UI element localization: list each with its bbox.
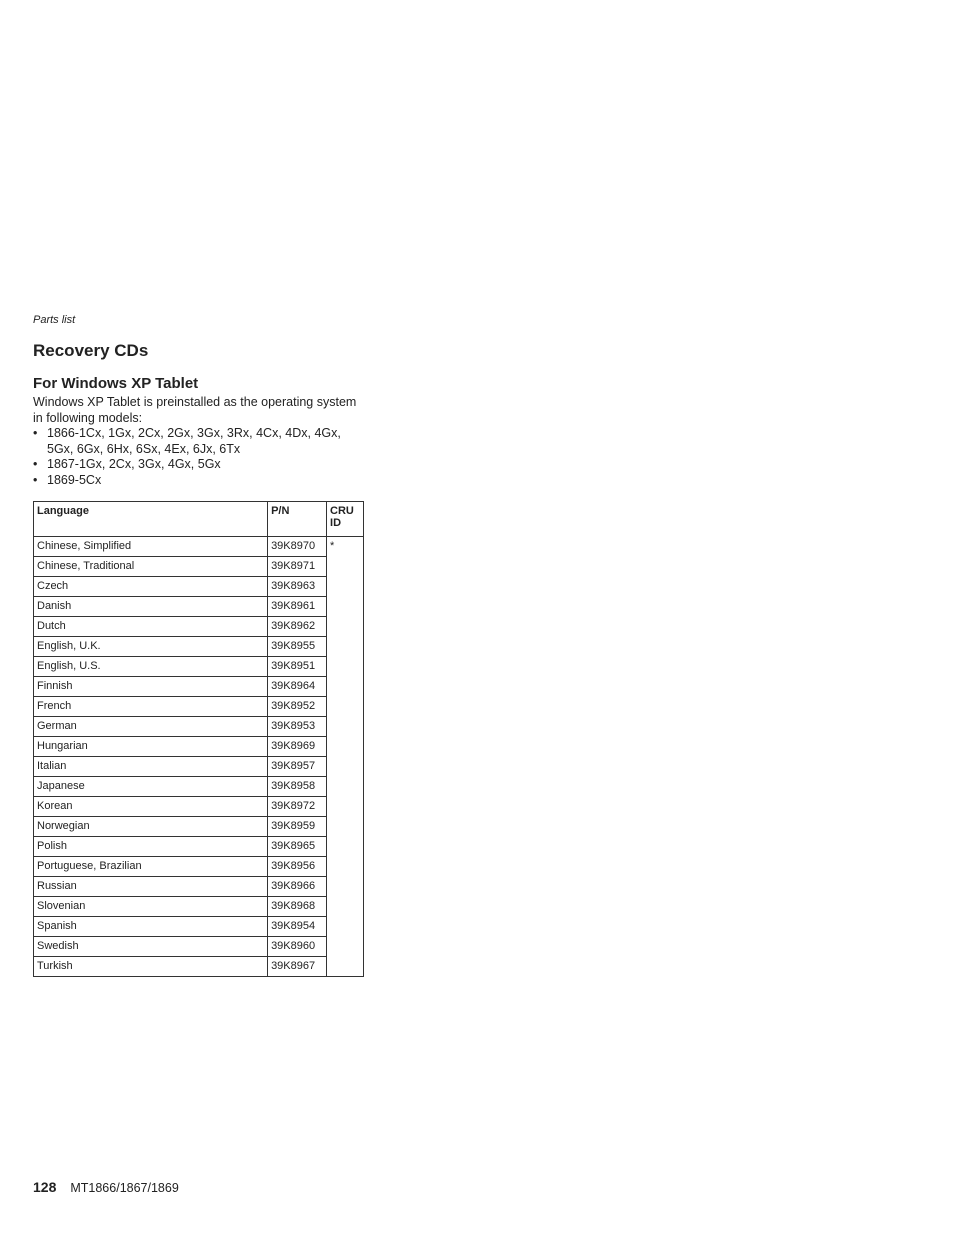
table-row xyxy=(34,857,364,877)
table-row xyxy=(34,957,364,977)
cell-language: French xyxy=(34,697,268,717)
cell-pn: 39K8951 xyxy=(268,657,327,677)
header-pn: P/N xyxy=(268,502,327,537)
cell-language: Czech xyxy=(34,577,268,597)
table-row xyxy=(34,877,364,897)
cell-language: Korean xyxy=(34,797,268,817)
cell-language: Portuguese, Brazilian xyxy=(34,857,268,877)
list-item xyxy=(33,426,368,457)
cell-language: Swedish xyxy=(34,937,268,957)
cell-pn: 39K8956 xyxy=(268,857,327,877)
cell-language: Spanish xyxy=(34,917,268,937)
table-row xyxy=(34,817,364,837)
cell-language: Hungarian xyxy=(34,737,268,757)
page-footer xyxy=(33,1179,179,1195)
bullet-icon: • xyxy=(33,457,38,471)
cell-language: Japanese xyxy=(34,777,268,797)
cell-pn: 39K8960 xyxy=(268,937,327,957)
cell-pn: 39K8965 xyxy=(268,837,327,857)
cell-pn: 39K8954 xyxy=(268,917,327,937)
cell-pn: 39K8972 xyxy=(268,797,327,817)
table-row xyxy=(34,897,364,917)
table-row xyxy=(34,937,364,957)
cell-pn: 39K8961 xyxy=(268,597,327,617)
table-row xyxy=(34,717,364,737)
cell-pn: 39K8967 xyxy=(268,957,327,977)
running-head: Parts list xyxy=(33,314,76,326)
cell-pn: 39K8952 xyxy=(268,697,327,717)
header-cru-id: CRU ID xyxy=(327,502,364,537)
table-row xyxy=(34,757,364,777)
cell-language: German xyxy=(34,717,268,737)
table-row xyxy=(34,797,364,817)
cell-language: Polish xyxy=(34,837,268,857)
cell-pn: 39K8953 xyxy=(268,717,327,737)
table-row xyxy=(34,557,364,577)
cell-pn: 39K8957 xyxy=(268,757,327,777)
cell-pn: 39K8969 xyxy=(268,737,327,757)
section-title: For Windows XP Tablet xyxy=(33,375,199,392)
list-item xyxy=(33,473,368,489)
cell-language: Norwegian xyxy=(34,817,268,837)
cell-language: Dutch xyxy=(34,617,268,637)
cell-pn: 39K8959 xyxy=(268,817,327,837)
cell-language: Finnish xyxy=(34,677,268,697)
cell-language: Turkish xyxy=(34,957,268,977)
page-title: Recovery CDs xyxy=(33,341,149,360)
table-row xyxy=(34,597,364,617)
table-row xyxy=(34,617,364,637)
table-row xyxy=(34,837,364,857)
cell-language: Russian xyxy=(34,877,268,897)
cell-pn: 39K8955 xyxy=(268,637,327,657)
cell-language: Chinese, Traditional xyxy=(34,557,268,577)
cell-language: Chinese, Simplified xyxy=(34,537,268,557)
cell-pn: 39K8970 xyxy=(268,537,327,557)
cell-language: English, U.K. xyxy=(34,637,268,657)
model-text: 1869-5Cx xyxy=(47,472,102,487)
table-row xyxy=(34,537,364,557)
model-text: 1866-1Cx, 1Gx, 2Cx, 2Gx, 3Gx, 3Rx, 4Cx, 4Dx, 4Gx, 5Gx, 6Gx, 6Hx, 6Sx, 4Ex, 6Jx, 6Tx xyxy=(47,426,341,456)
table-row xyxy=(34,737,364,757)
table-row xyxy=(34,917,364,937)
cell-pn: 39K8964 xyxy=(268,677,327,697)
header-language: Language xyxy=(34,502,268,537)
cell-pn: 39K8963 xyxy=(268,577,327,597)
list-item xyxy=(33,457,368,473)
table-row xyxy=(34,697,364,717)
bullet-icon: • xyxy=(33,426,38,440)
table-body xyxy=(34,537,364,977)
table-header-row xyxy=(34,502,364,537)
cell-language: Slovenian xyxy=(34,897,268,917)
table-row xyxy=(34,577,364,597)
cell-pn: 39K8968 xyxy=(268,897,327,917)
cell-language: Italian xyxy=(34,757,268,777)
table-row xyxy=(34,657,364,677)
cell-language: Danish xyxy=(34,597,268,617)
model-text: 1867-1Gx, 2Cx, 3Gx, 4Gx, 5Gx xyxy=(47,457,221,471)
intro-paragraph: Windows XP Tablet is preinstalled as the operating system in following models: xyxy=(33,395,357,425)
cell-cru-id: * xyxy=(327,537,364,977)
cell-language: English, U.S. xyxy=(34,657,268,677)
model-list xyxy=(33,426,368,488)
cell-pn: 39K8966 xyxy=(268,877,327,897)
cell-pn: 39K8962 xyxy=(268,617,327,637)
cell-pn: 39K8958 xyxy=(268,777,327,797)
table-row xyxy=(34,637,364,657)
table-row xyxy=(34,677,364,697)
cell-pn: 39K8971 xyxy=(268,557,327,577)
model-footer-text: MT1866/1867/1869 xyxy=(70,1181,179,1195)
recovery-cd-table xyxy=(33,501,364,977)
bullet-icon: • xyxy=(33,472,38,487)
page-number: 128 xyxy=(33,1179,57,1195)
table-row xyxy=(34,777,364,797)
